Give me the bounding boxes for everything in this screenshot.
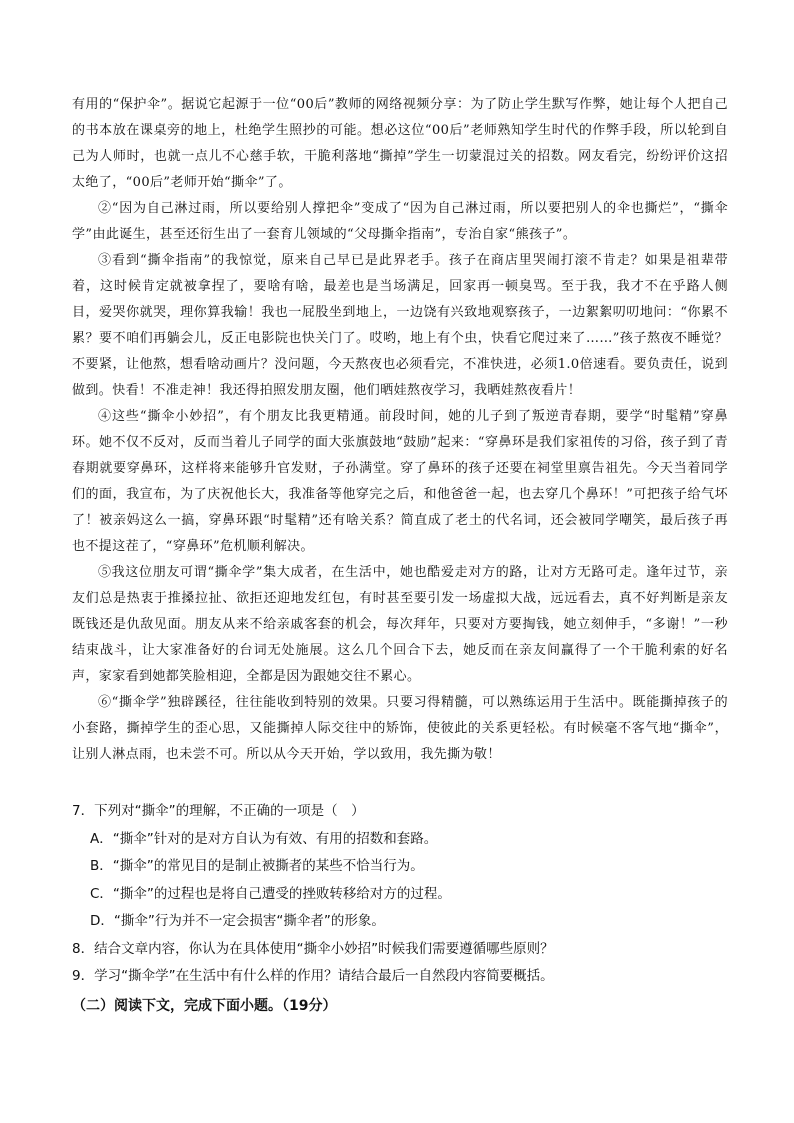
questions-block — [72, 798, 732, 991]
question-7-option-a: A．“撕伞”针对的是对方自认为有效、有用的招数和套路。 — [90, 830, 438, 847]
question-8: 8．结合文章内容，你认为在具体使用“撕伞小妙招”时候我们需要遵循哪些原则？ — [72, 940, 554, 957]
question-9: 9．学习“撕伞学”在生活中有什么样的作用？请结合最后一自然段内容简要概括。 — [72, 968, 554, 984]
section-heading: （二）阅读下文，完成下面小题。（19分） — [72, 998, 337, 1014]
question-7: 7．下列对“撕伞”的理解，不正确的一项是（ ） — [72, 803, 365, 819]
question-7-option-b: B．“撕伞”的常见目的是制止被撕者的某些不恰当行为。 — [90, 858, 424, 874]
passage-paragraph-6: ⑥“撕伞学”独辟蹊径，往往能收到特别的效果。只要习得精髓，可以熟练运用于生活中。既能撕掉孩子的小套路，撕掉学生的歪心思，又能撕掉人际交往中的矫饰，使彼此的关系更轻松。有时候毫不客气地“撕伞”，让别人淋点雨，也未尝不可。所以从今天开始，学以致用，我先撕为敬！ — [72, 695, 728, 762]
passage-paragraph-3: ③看到“撕伞指南”的我惊觉，原来自己早已是此界老手。孩子在商店里哭闹打滚不肯走？如果是祖辈带着，这时候肯定就被拿捏了，要啥有啥，最差也是当场满足，回家再一顿臭骂。至于我，我才不在乎路人侧目，爱哭你就哭，理你算我输！我也一屁股坐到地上，一边饶有兴致地观察孩子，一边絮絮叨叨地问：“你累不累？要不咱们再躺会儿，反正电影院也快关门了。哎哟，地上有个虫，快看它爬过来了……”孩子熬夜不睡觉？不要紧，让他熬，想看啥动画片？没问题，今天熬夜也必须看完，不准快进，必须1.0倍速看。要负责任，说到做到。快看！不准走神！我还得拍照发朋友圈，他们晒娃熬夜学习，我晒娃熬夜看片！ — [72, 253, 728, 398]
passage-paragraph-5: ⑤我这位朋友可谓“撕伞学”集大成者，在生活中，她也酷爱走对方的路，让对方无路可走。逢年过节，亲友们总是热衷于推搡拉扯、欲拒还迎地发红包，有时甚至要引发一场虚拟大战，远远看去，真不好判断是亲友既钱还是仇敌见面。朋友从来不给亲戚客套的机会，每次拜年，只要对方要掏钱，她立刻伸手，“多谢！”一秒结束战斗，让大家准备好的台词无处施展。这么几个回合下去，她反而在亲友间赢得了一个干脆利索的好名声，家家看到她都笑脸相迎，全都是因为跟她交往不累心。 — [72, 565, 728, 684]
reading-passage — [72, 92, 728, 768]
passage-paragraph-2: ②“因为自己淋过雨，所以要给别人撑把伞”变成了“因为自己淋过雨，所以要把别人的伞也撕烂”，“撕伞学”由此诞生，甚至还衍生出了一套育儿领域的“父母撕伞指南”，专治自家“熊孩子”。 — [72, 201, 728, 242]
passage-paragraph-continuation: 有用的“保护伞”。据说它起源于一位“00后”教师的网络视频分享：为了防止学生默写作弊，她让每个人把自己的书本放在课桌旁的地上，杜绝学生照抄的可能。想必这位“00后”老师熟知学生时代的作弊手段，所以轮到自己为人师时，也就一点儿不心慈手软，干脆利落地“撕掉”学生一切蒙混过关的招数。网友看完，纷纷评价这招太绝了，“00后”老师开始“撕伞”了。 — [72, 97, 728, 190]
passage-paragraph-4: ④这些“撕伞小妙招”，有个朋友比我更精通。前段时间，她的儿子到了叛逆青春期，要学“时髦精”穿鼻环。她不仅不反对，反而当着儿子同学的面大张旗鼓地“鼓励”起来：“穿鼻环是我们家祖传的习俗，孩子到了青春期就要穿鼻环，这样将来能够升官发财，子孙满堂。穿了鼻环的孩子还要在祠堂里禀告祖先。今天当着同学们的面，我宣布，为了庆祝他长大，我准备等他穿完之后，和他爸爸一起，也去穿几个鼻环！”可把孩子给气坏了！被亲妈这么一搞，穿鼻环跟“时髦精”还有啥关系？简直成了老土的代名词，还会被同学嘲笑，最后孩子再也不提这茬了，“穿鼻环”危机顺利解决。 — [72, 409, 728, 554]
question-7-option-d: D．“撕伞”行为并不一定会损害“撕伞者”的形象。 — [90, 913, 385, 929]
question-7-option-c: C．“撕伞”的过程也是将自己遭受的挫败转移给对方的过程。 — [90, 885, 451, 902]
